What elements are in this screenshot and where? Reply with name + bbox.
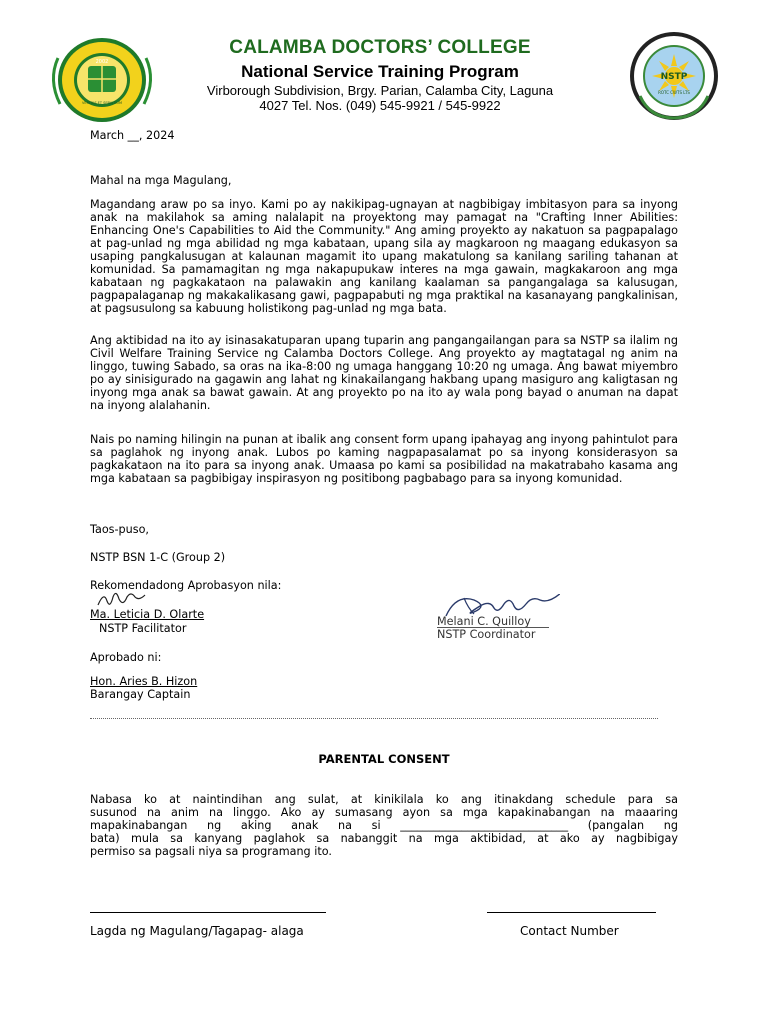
contact-number-label: Contact Number: [520, 924, 619, 938]
coordinator-name: Melani C. Quilloy: [437, 615, 531, 628]
facilitator-name: Ma. Leticia D. Olarte: [90, 608, 205, 621]
program-name: National Service Training Program: [241, 62, 519, 81]
consent-line-5: permiso sa pagsali niya sa programang ito.: [90, 845, 332, 858]
letter-paragraph-3: Nais po naming hilingin na punan at ibalik ang consent form upang ipahayag ang inyong pahintulot para sa paglahok ng inyong anak. Lubos po kaming nagpapasalamat po sa inyong konsiderasyon sa pagkakataon na ito para sa inyong anak. Umaasa po kami sa posibilidad na makatrabaho kasama ang mga kabataan sa pagbibigay inspirasyon ng positibong pagbabago para sa inyong komunidad.: [90, 433, 678, 485]
college-seal-logo: [44, 36, 160, 124]
facilitator-title: NSTP Facilitator: [99, 622, 187, 635]
consent-line-4: bata) mula sa kanyang paglahok sa nabanggit na mga aktibidad, at ako ay nagbibigay: [90, 832, 678, 845]
address-block: [160, 83, 600, 113]
nstp-seal-logo: [610, 26, 738, 126]
captain-name: Hon. Aries B. Hizon: [90, 675, 198, 688]
seal-nstp-text: NSTP: [660, 72, 688, 82]
letter-sender: NSTP BSN 1-C (Group 2): [90, 551, 226, 564]
contact-number-line[interactable]: [487, 912, 656, 913]
consent-line-3: mapakinabangan ng aking anak na si ______________________________ (pangalan ng: [90, 819, 678, 832]
coordinator-title: NSTP Coordinator: [437, 628, 536, 641]
letter-paragraph-2: Ang aktibidad na ito ay isinasakatuparan upang tuparin ang pangangailangan para sa NSTP sa ilalim ng Civil Welfare Training Service ng Calamba Doctors College. Ang proyekto ay magtatagal ng anim na linggo, tuwing Sabado, sa oras na ika-8:00 ng umaga hanggang 10:20 ng umaga. Ang bawat miyembro po ay sinisigurado na gagawin ang lahat ng kinakailangang hakbang upang masiguro ang kaligtasan ng inyong mga anak sa bawat gawain. At ang proyekto po na ito ay wala pong bayad o anuman na dapat na inyong alalahanin.: [90, 334, 678, 412]
consent-line-1: Nabasa ko at naintindihan ang sulat, at kinikilala ko ang itinakdang schedule para sa: [90, 793, 678, 806]
dotted-separator: [90, 718, 658, 719]
letter-date: March __, 2024: [90, 129, 175, 142]
recommended-label: Rekomendadong Aprobasyon nila:: [90, 579, 282, 592]
letter-paragraph-1: Magandang araw po sa inyo. Kami po ay nakikipag-ugnayan at nagbibigay imbitasyon para sa inyong anak na makilahok sa aming nalalapit na proyektong may pamagat na "Crafting Inner Abilities: Enhancing One's Capabilities to Aid the Community." Ang aming proyekto ay nakatuon sa pagpapalago at pag-unlad ng mga abilidad ng mga kabataan, upang sila ay magkaroon ng maagang edukasyon sa usaping pangkalusugan at kalaunan magamit ito upang makatulong sa kanilang sariling tahanan at komunidad. Sa pamamagitan ng mga nakapupukaw interes na mga gawain, magkakaroon ang mga kabataan ng pagkakataon na palawakin ang kanilang kaalaman sa pangangalaga sa kalusugan, pagpapalaganap ng makakalikasang gawi, pagpapabuti ng mga praktikal na kasanayang pangkalinisan, at pagsusulong sa kabuung holistikong pag-unlad ng mga bata.: [90, 198, 678, 315]
seal-sub-text: ROTC CWTS LTS: [658, 90, 690, 95]
letter-closing: Taos-puso,: [90, 523, 149, 536]
parent-signature-line[interactable]: [90, 912, 326, 913]
address-line-1: Virborough Subdivision, Brgy. Parian, Calamba City, Laguna: [206, 83, 554, 98]
address-line-2: 4027 Tel. Nos. (049) 545-9921 / 545-9922: [259, 98, 501, 113]
seal-motto-text: VERITAS ET SERVITIUM: [82, 101, 122, 105]
approved-label: Aprobado ni:: [90, 651, 162, 664]
facilitator-signature: [96, 591, 156, 609]
letter-salutation: Mahal na mga Magulang,: [90, 174, 232, 187]
consent-line-2: susunod na anim na linggo. Ako ay sumasang ayon sa mga kapakinabangan na maaaring: [90, 806, 678, 819]
consent-body: [90, 793, 678, 858]
consent-title: PARENTAL CONSENT: [318, 752, 450, 766]
parent-signature-label: Lagda ng Magulang/Tagapag- alaga: [90, 924, 304, 938]
seal-year-text: 2002: [95, 59, 109, 65]
college-name: CALAMBA DOCTORS’ COLLEGE: [229, 37, 531, 58]
captain-title: Barangay Captain: [90, 688, 191, 701]
